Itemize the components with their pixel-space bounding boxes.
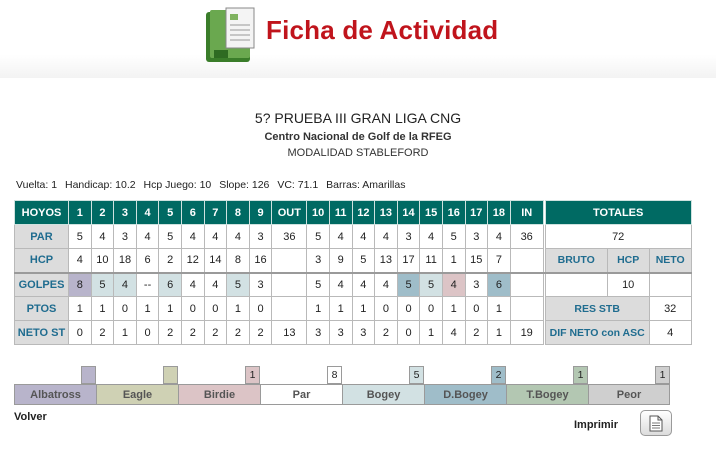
ptos-cell: 1: [69, 297, 92, 321]
hole-header: 15: [420, 201, 443, 225]
totales-header: TOTALES: [545, 201, 691, 225]
ptos-cell: 0: [181, 297, 204, 321]
ptos-cell: 1: [352, 297, 375, 321]
ptos-cell: 0: [204, 297, 227, 321]
event-title: 5? PRUEBA III GRAN LIGA CNG: [254, 110, 462, 126]
hcp-row: [15, 249, 692, 273]
golpes-cell: 6: [488, 273, 511, 297]
golpes-total: [649, 273, 691, 297]
hcp-cell: 6: [136, 249, 159, 273]
neto-cell: 2: [227, 321, 250, 345]
event-venue: Centro Nacional de Golf de la RFEG: [264, 131, 452, 143]
ptos-out: [272, 297, 307, 321]
par-cell: 4: [329, 225, 352, 249]
legend-item: Bogey: [342, 384, 424, 405]
imprimir-label: Imprimir: [574, 419, 619, 431]
golpes-cell: 4: [352, 273, 375, 297]
legend-count: 1: [655, 366, 670, 384]
neto-cell: 0: [69, 321, 92, 345]
hole-header: 17: [465, 201, 488, 225]
res-stb-value: 32: [649, 297, 691, 321]
par-cell: 5: [307, 225, 330, 249]
golpes-out: [272, 273, 307, 297]
golpes-cell: 4: [114, 273, 137, 297]
scorecard-logo-icon: [204, 6, 256, 64]
hole-header: 8: [227, 201, 250, 225]
totals-subheader: BRUTO: [545, 249, 607, 273]
golpes-cell: 4: [375, 273, 398, 297]
golpes-label: GOLPES: [15, 273, 69, 297]
neto-row: [15, 321, 692, 345]
par-total: 72: [545, 225, 691, 249]
legend-item: Birdie: [178, 384, 260, 405]
hcp-cell: 2: [159, 249, 182, 273]
golpes-cell: 6: [159, 273, 182, 297]
hole-header: 1: [69, 201, 92, 225]
neto-cell: 2: [375, 321, 398, 345]
golpes-total: 10: [607, 273, 649, 297]
out-header: OUT: [272, 201, 307, 225]
scorecard-table: [14, 200, 692, 345]
hole-header: 9: [249, 201, 272, 225]
neto-cell: 2: [91, 321, 114, 345]
par-cell: 3: [465, 225, 488, 249]
hole-header: 10: [307, 201, 330, 225]
golpes-cell: 3: [249, 273, 272, 297]
dif-neto-value: 4: [649, 321, 691, 345]
legend-count: 1: [573, 366, 588, 384]
par-out: 36: [272, 225, 307, 249]
par-row: [15, 225, 692, 249]
page-title: Ficha de Actividad: [266, 15, 499, 45]
legend-count: [163, 366, 178, 384]
hcp-cell: 18: [114, 249, 137, 273]
ptos-cell: 1: [488, 297, 511, 321]
par-label: PAR: [15, 225, 69, 249]
golpes-cell: 5: [227, 273, 250, 297]
neto-cell: 0: [136, 321, 159, 345]
score-legend: [14, 366, 670, 406]
hcp-cell: 4: [69, 249, 92, 273]
dif-neto-label: DIF NETO con ASC: [545, 321, 649, 345]
neto-cell: 2: [159, 321, 182, 345]
res-stb-label: RES STB: [545, 297, 649, 321]
hcp-juego-info: Hcp Juego: 10: [143, 179, 212, 191]
hcp-cell: 12: [181, 249, 204, 273]
golpes-cell: 5: [397, 273, 420, 297]
ptos-cell: 1: [159, 297, 182, 321]
par-cell: 4: [227, 225, 250, 249]
par-in: 36: [510, 225, 543, 249]
ptos-cell: 0: [465, 297, 488, 321]
golpes-cell: 4: [181, 273, 204, 297]
hole-header: 11: [329, 201, 352, 225]
neto-cell: 1: [114, 321, 137, 345]
golpes-cell: 5: [307, 273, 330, 297]
neto-cell: 1: [420, 321, 443, 345]
hoyos-header: HOYOS: [15, 201, 69, 225]
par-cell: 4: [375, 225, 398, 249]
hcp-cell: 7: [488, 249, 511, 273]
hole-header: 6: [181, 201, 204, 225]
hole-header: 13: [375, 201, 398, 225]
barras-info: Barras: Amarillas: [326, 179, 406, 191]
hcp-cell: 17: [397, 249, 420, 273]
golpes-cell: 8: [69, 273, 92, 297]
golpes-cell: 3: [465, 273, 488, 297]
neto-cell: 2: [249, 321, 272, 345]
scorecard-header-row: [15, 201, 692, 225]
hcp-out: [272, 249, 307, 273]
legend-item: Peor: [588, 384, 670, 405]
slope-info: Slope: 126: [219, 179, 270, 191]
par-cell: 3: [397, 225, 420, 249]
par-cell: 5: [159, 225, 182, 249]
handicap-info: Handicap: 10.2: [64, 179, 136, 191]
neto-cell: 4: [442, 321, 465, 345]
legend-item: Par: [260, 384, 342, 405]
legend-count: 5: [409, 366, 424, 384]
neto-cell: 2: [465, 321, 488, 345]
golpes-row: [15, 273, 692, 297]
golpes-total: [545, 273, 607, 297]
neto-cell: 2: [181, 321, 204, 345]
page-header: [0, 0, 716, 78]
legend-count: 8: [327, 366, 342, 384]
ptos-cell: 1: [227, 297, 250, 321]
hole-header: 18: [488, 201, 511, 225]
ptos-cell: 1: [329, 297, 352, 321]
legend-item: Albatross: [14, 384, 96, 405]
ptos-in: [510, 297, 543, 321]
golpes-in: [510, 273, 543, 297]
ptos-cell: 0: [375, 297, 398, 321]
par-cell: 3: [249, 225, 272, 249]
hole-header: 4: [136, 201, 159, 225]
legend-item: T.Bogey: [506, 384, 588, 405]
legend-count: [81, 366, 96, 384]
neto-cell: 3: [329, 321, 352, 345]
neto-out: 13: [272, 321, 307, 345]
neto-cell: 0: [397, 321, 420, 345]
hcp-cell: 1: [442, 249, 465, 273]
hcp-cell: 14: [204, 249, 227, 273]
hcp-label: HCP: [15, 249, 69, 273]
golpes-cell: 4: [329, 273, 352, 297]
hcp-cell: 3: [307, 249, 330, 273]
par-cell: 4: [136, 225, 159, 249]
ptos-label: PTOS: [15, 297, 69, 321]
vc-info: VC: 71.1: [277, 179, 319, 191]
ptos-cell: 0: [420, 297, 443, 321]
in-header: IN: [510, 201, 543, 225]
hole-header: 16: [442, 201, 465, 225]
totals-subheader: HCP: [607, 249, 649, 273]
hole-header: 12: [352, 201, 375, 225]
hcp-cell: 5: [352, 249, 375, 273]
hole-header: 3: [114, 201, 137, 225]
hcp-cell: 9: [329, 249, 352, 273]
vuelta-info: Vuelta: 1: [16, 179, 58, 191]
par-cell: 3: [114, 225, 137, 249]
volver-link[interactable]: Volver: [14, 411, 47, 423]
golpes-cell: 4: [442, 273, 465, 297]
hcp-cell: 16: [249, 249, 272, 273]
ptos-row: [15, 297, 692, 321]
golpes-cell: 5: [420, 273, 443, 297]
par-cell: 4: [488, 225, 511, 249]
par-cell: 5: [442, 225, 465, 249]
hole-header: 7: [204, 201, 227, 225]
hcp-cell: 8: [227, 249, 250, 273]
par-cell: 4: [181, 225, 204, 249]
par-cell: 4: [204, 225, 227, 249]
legend-count: 2: [491, 366, 506, 384]
totals-subheader: NETO: [649, 249, 691, 273]
hcp-cell: 15: [465, 249, 488, 273]
par-cell: 4: [91, 225, 114, 249]
golpes-cell: 4: [204, 273, 227, 297]
ptos-cell: 0: [114, 297, 137, 321]
neto-cell: 3: [352, 321, 375, 345]
neto-label: NETO ST: [15, 321, 69, 345]
legend-count: 1: [245, 366, 260, 384]
neto-cell: 2: [204, 321, 227, 345]
neto-cell: 1: [488, 321, 511, 345]
hole-header: 2: [91, 201, 114, 225]
par-cell: 4: [352, 225, 375, 249]
hcp-in: [510, 249, 543, 273]
hcp-cell: 13: [375, 249, 398, 273]
hcp-cell: 10: [91, 249, 114, 273]
print-button[interactable]: [640, 410, 672, 436]
golpes-cell: 5: [91, 273, 114, 297]
ptos-cell: 1: [136, 297, 159, 321]
hole-header: 5: [159, 201, 182, 225]
neto-in: 19: [510, 321, 543, 345]
event-mode: MODALIDAD STABLEFORD: [287, 147, 429, 159]
par-cell: 5: [69, 225, 92, 249]
par-cell: 4: [420, 225, 443, 249]
ptos-cell: 1: [442, 297, 465, 321]
round-info: [16, 179, 410, 191]
neto-cell: 3: [307, 321, 330, 345]
legend-item: D.Bogey: [424, 384, 506, 405]
ptos-cell: 0: [249, 297, 272, 321]
hole-header: 14: [397, 201, 420, 225]
legend-item: Eagle: [96, 384, 178, 405]
ptos-cell: 1: [307, 297, 330, 321]
document-icon: [649, 415, 663, 432]
ptos-cell: 0: [397, 297, 420, 321]
ptos-cell: 1: [91, 297, 114, 321]
golpes-cell: --: [136, 273, 159, 297]
hcp-cell: 11: [420, 249, 443, 273]
